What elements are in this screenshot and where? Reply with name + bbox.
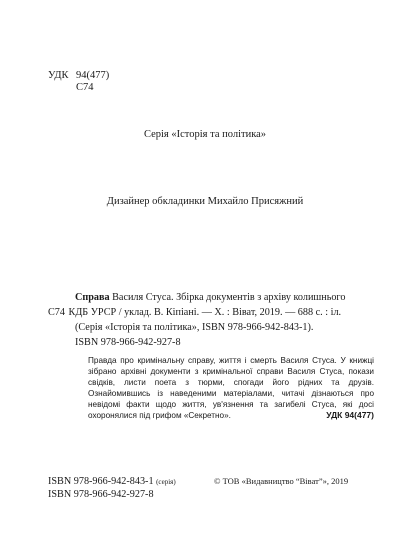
copyright-notice: © ТОВ «Видавництво “Віват”», 2019 bbox=[214, 476, 349, 486]
catalog-author: Справа bbox=[75, 292, 110, 303]
annotation: Правда про кримінальну справу, життя і смерть Василя Стуса. У книжці зібрано архівні документи з кримінальної справи Василя Стуса, покази свідків, листи поета з тюрми, спогади його рідних та друзів. Ознайомившись із наведеними матеріалами, читачі дізнаються про невідомі факти щодо життя, ув'язнення та загибелі Стуса, які досі охоронялися під грифом «Секретно». bbox=[88, 356, 374, 420]
catalog-line-3: (Серія «Історія та політика», ISBN 978-966-942-843-1). bbox=[75, 322, 314, 333]
designer-line: Дизайнер обкладинки Михайло Присяжний bbox=[106, 196, 304, 207]
udk-bottom: УДК 94(477) bbox=[326, 410, 374, 420]
isbn-book: ISBN 978-966-942-927-8 bbox=[48, 488, 154, 500]
isbn-series-note: (серія) bbox=[156, 478, 176, 486]
udk-value: 94(477) bbox=[76, 70, 110, 81]
catalog-code: С74 bbox=[48, 307, 65, 318]
catalog-publication: КДБ УРСР / уклад. В. Кіпіані. — Х. : Віват, 2019. — 688 с. : іл. bbox=[68, 307, 342, 318]
isbn-block bbox=[48, 476, 176, 501]
catalog-title: Василя Стуса. Збірка документів з архіву колишнього bbox=[112, 292, 346, 303]
catalog-isbn: ISBN 978-966-942-927-8 bbox=[75, 337, 181, 348]
author-code: С74 bbox=[76, 82, 94, 93]
catalog-title-line bbox=[48, 290, 378, 305]
udk-label: УДК bbox=[48, 70, 69, 81]
isbn-series-line bbox=[48, 476, 176, 489]
series-line: Серія «Історія та політика» bbox=[143, 129, 267, 140]
catalog-record bbox=[48, 290, 378, 350]
catalog-line-2 bbox=[48, 305, 378, 320]
isbn-series: ISBN 978-966-942-843-1 bbox=[48, 476, 154, 487]
